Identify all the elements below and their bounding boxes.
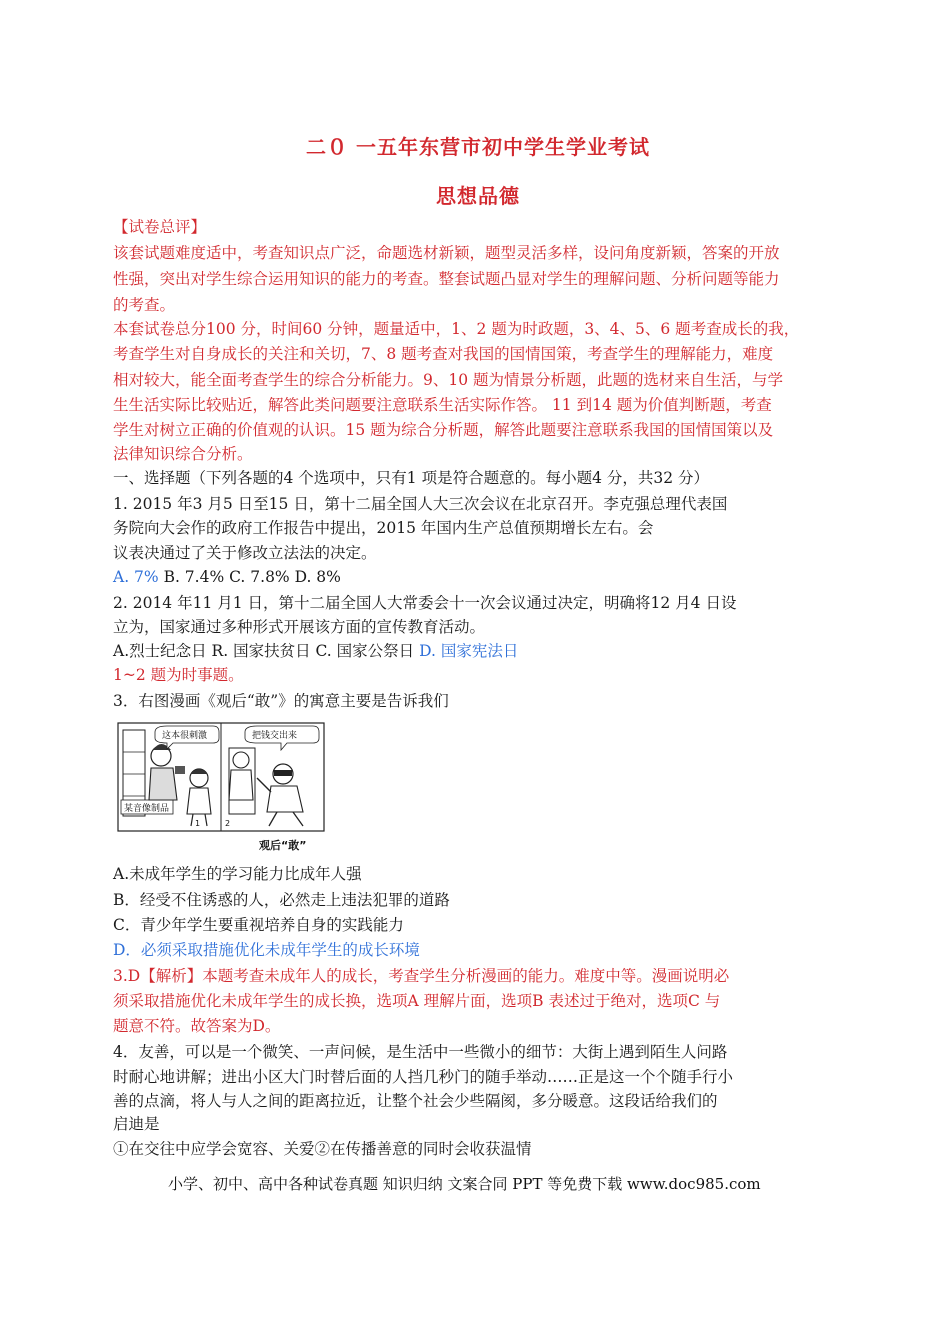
review-p1-line: 该套试题难度适中，考查知识点广泛，命题选材新颖，题型灵活多样，设问角度新颖，答案的开放 — [113, 244, 780, 262]
question-1-line: 1. 2015 年3 月5 日至15 日，第十二届全国人大三次会议在北京召开。李克强总理代表国 — [113, 495, 728, 513]
question-1-line: 务院向大会作的政府工作报告中提出，2015 年国内生产总值预期增长左右。会 — [113, 519, 654, 537]
panel-1-number: 1 — [195, 819, 201, 828]
document-title: 二０ 一五年东营市初中学生学业考试 — [306, 135, 650, 159]
question-2-other-options: A.烈士纪念日 R. 国家扶贫日 C. 国家公祭日 — [113, 642, 415, 660]
question-3-stem: 3．右图漫画《观后“敢”》的寓意主要是告诉我们 — [113, 692, 449, 710]
robber-body — [267, 786, 303, 812]
robber-mask — [274, 770, 292, 776]
question-2-answer: D. 国家宪法日 — [414, 642, 519, 660]
question-2-line: 立为，国家通过多种形式开展该方面的宣传教育活动。 — [113, 618, 486, 636]
question-2-line: 2. 2014 年11 月1 日，第十二届全国人大常委会十一次会议通过决定，明确将12 月4 日设 — [113, 594, 737, 612]
question-4-line: ①在交往中应学会宽容、关爱②在传播善意的同时会收获温情 — [113, 1140, 532, 1158]
question-2-options — [113, 639, 518, 663]
question-3-analysis-line: 须采取措施优化未成年学生的成长换，选项A 理解片面，选项B 表述过于绝对，选项C 与 — [113, 992, 721, 1010]
review-heading: 【试卷总评】 — [113, 218, 207, 236]
question-2-note: 1~2 题为时事题。 — [113, 666, 244, 684]
shop-sign: 某音像制品 — [124, 804, 170, 814]
question-3-option-b: B．经受不住诱惑的人，必然走上违法犯罪的道路 — [113, 891, 450, 909]
review-p1-line: 的考查。 — [113, 296, 176, 314]
panel-2-number: 2 — [225, 819, 231, 828]
question-1-options — [113, 565, 341, 589]
review-p2-line: 相对较大，能全面考查学生的综合分析能力。9、10 题为情景分析题，此题的选材来自生活，与学 — [113, 371, 784, 389]
page-footer: 小学、初中、高中各种试卷真题 知识归纳 文案合同 PPT 等免费下载 www.doc985.com — [168, 1175, 761, 1193]
question-3-analysis-line: 题意不符。故答案为D。 — [113, 1017, 281, 1035]
question-1-line: 议表决通过了关于修改立法法的决定。 — [113, 544, 377, 562]
review-p1-line: 性强，突出对学生综合运用知识的能力的考查。整套试题凸显对学生的理解问题、分析问题等能力 — [113, 270, 780, 288]
question-3-analysis-line: 3.D【解析】本题考查未成年人的成长，考查学生分析漫画的能力。难度中等。漫画说明必 — [113, 967, 730, 985]
question-4-line: 善的点滴，将人与人之间的距离拉近，让整个社会少些隔阂，多分暖意。这段话给我们的 — [113, 1092, 718, 1110]
cartoon-caption: 观后“敢” — [259, 839, 307, 852]
section-heading: 一、选择题（下列各题的4 个选项中，只有1 项是符合题意的。每小题4 分，共32 分） — [113, 469, 710, 487]
question-3-option-d: D．必须采取措施优化未成年学生的成长环境 — [113, 941, 420, 959]
victim-body — [229, 770, 253, 800]
question-3-option-a: A.未成年学生的学习能力比成年人强 — [113, 865, 362, 883]
review-p2-line: 学生对树立正确的价值观的认识。15 题为综合分析题，解答此题要注意联系我国的国情国策以及 — [113, 421, 774, 439]
review-p2-line: 本套试卷总分100 分，时间60 分钟，题量适中，1、2 题为时政题，3、4、5、6 题考查成长的我， — [113, 320, 800, 338]
question-1-other-options: B. 7.4% C. 7.8% D. 8% — [158, 568, 341, 586]
bubble-1-text: 这本很刺激 — [162, 731, 208, 741]
cartoon-image — [117, 722, 325, 856]
question-4-line: 时耐心地讲解；进出小区大门时替后面的人挡几秒门的随手举动……正是这一个个随手行小 — [113, 1068, 734, 1086]
victim-head — [233, 752, 249, 768]
question-4-line: 启迪是 — [113, 1115, 160, 1133]
review-p2-line: 生生活实际比较贴近，解答此类问题要注意联系生活实际作答。 11 到14 题为价值判断题，考查 — [113, 396, 772, 414]
child-body — [187, 788, 211, 814]
review-p2-line: 考查学生对自身成长的关注和关切，7、8 题考查对我国的国情国策，考查学生的理解能力，难度 — [113, 345, 774, 363]
question-4-line: 4．友善，可以是一个微笑、一声问候，是生活中一些微小的细节：大街上遇到陌生人问路 — [113, 1043, 728, 1061]
question-1-answer: A. 7% — [113, 568, 159, 586]
question-3-option-c: C．青少年学生要重视培养自身的实践能力 — [113, 916, 404, 934]
document-subtitle: 思想品德 — [436, 184, 520, 208]
seller-body — [149, 768, 177, 800]
tape — [175, 766, 185, 774]
review-p2-line: 法律知识综合分析。 — [113, 445, 253, 463]
bubble-2-text: 把钱交出来 — [252, 731, 298, 741]
